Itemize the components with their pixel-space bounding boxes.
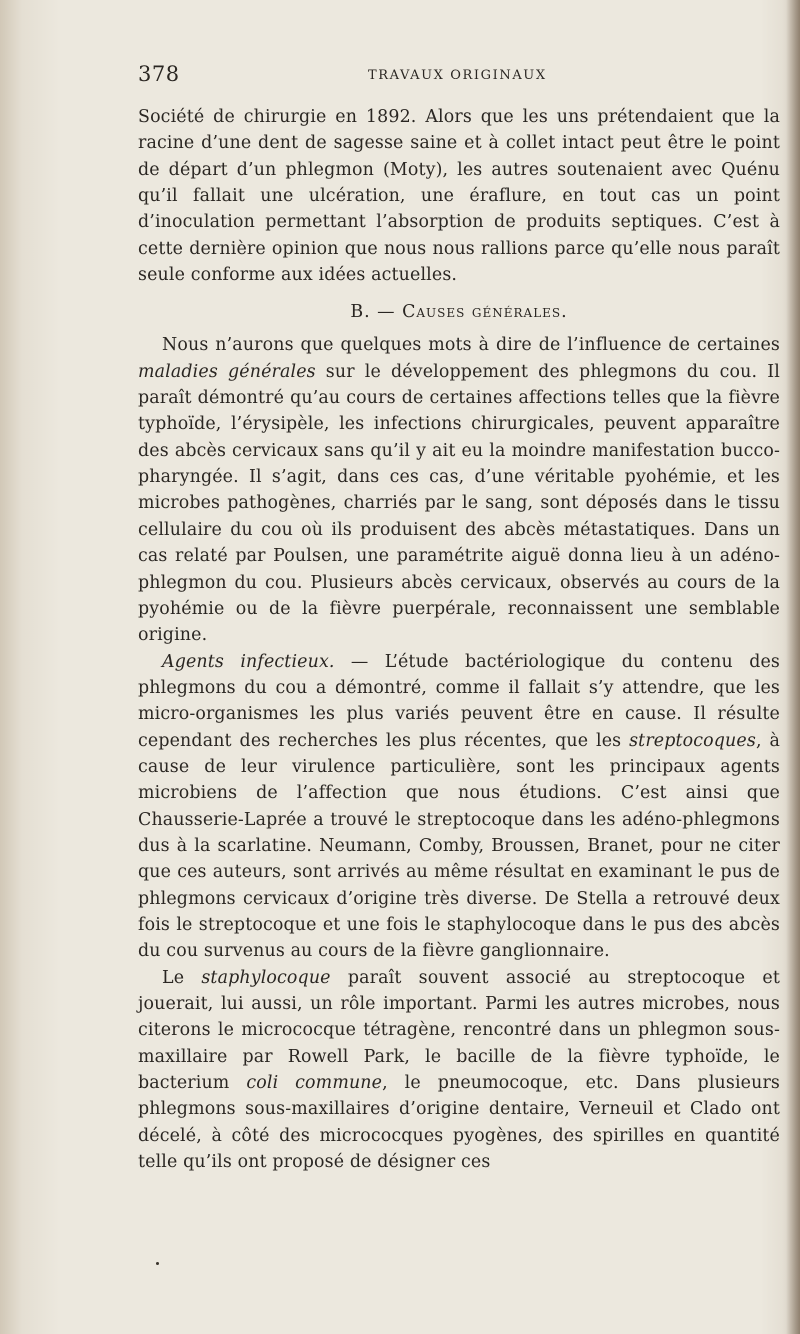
running-head: TRAVAUX ORIGINAUX <box>368 68 547 83</box>
paragraph-text: , le pneumocoque, etc. Dans plusieurs phlegmons sous-maxillaires d’origine dentaire, Verneuil et Clado ont décelé, à côté des micrococques pyogènes, des spirilles en quantité telle qu’ils ont proposé de désigner ces <box>138 1073 780 1173</box>
paragraph-staphylococcus <box>138 965 780 1176</box>
page-header <box>138 62 780 92</box>
paragraph-text: , à cause de leur virulence particulière, sont les principaux agents microbiens de l’affection que nous étudions. C’est ainsi que Chausserie-Laprée a trouvé le streptocoque dans les adéno-phlegmons dus à la scarlatine. Neumann, Comby, Broussen, Branet, pour ne citer que ces auteurs, sont arrivés au même résultat en examinant le pus de phlegmons cervicaux d’origine très diverse. De Stella a retrouvé deux fois le streptocoque et une fois le staphylocoque dans le pus des abcès du cou survenus au cours de la fièvre ganglionnaire. <box>138 730 781 962</box>
emphasis-text: staphylocoque <box>201 967 331 988</box>
page-edge-shadow <box>786 0 800 1334</box>
emphasis-text: Agents infectieux. <box>162 651 335 672</box>
page-number: 378 <box>138 62 180 86</box>
paragraph-text: — L’étude bactériologique du contenu des phlegmons du cou a démontré, comme il fallait s’y attendre, que les micro-organismes les plus variés peuvent être en cause. Il résulte cependant des recherches les plus récentes, que les <box>138 651 780 751</box>
section-heading-title: Causes générales. <box>402 302 568 323</box>
ink-speck <box>156 1262 159 1265</box>
paragraph-general-diseases <box>138 332 780 648</box>
section-heading <box>138 288 780 332</box>
paragraph-text: Le <box>162 967 202 988</box>
paragraph-text: paraît souvent associé au streptocoque et jouerait, lui aussi, un rôle important. Parmi les autres microbes, nous citerons le micrococque tétragène, rencontré dans un phlegmon sous-maxillaire par Rowell Park, le bacille de la fièvre typhoïde, le bacterium <box>138 967 780 1094</box>
emphasis-text: coli commune <box>246 1073 383 1094</box>
paragraph-continued <box>138 104 780 288</box>
paragraph-text: sur le développement des phlegmons du cou. Il paraît démontré qu’au cours de certaines affections telles que la fièvre typhoïde, l’érysipèle, les infections chirurgicales, peuvent apparaître des abcès cervicaux sans qu’il y ait eu la moindre manifestation bucco-pharyngée. Il s’agit, dans ces cas, d’une véritable pyohémie, et les microbes pathogènes, charriés par le sang, sont déposés dans le tissu cellulaire du cou où ils produisent des abcès métastatiques. Dans un cas relaté par Poulsen, une paramétrite aiguë donna lieu à un adéno-phlegmon du cou. Plusieurs abcès cervicaux, observés au cours de la pyohémie ou de la fièvre puerpérale, reconnaissent une semblable origine. <box>138 361 780 646</box>
paragraph-text: Nous n’aurons que quelques mots à dire de l’influence de certaines <box>162 335 780 356</box>
section-heading-prefix: B. — <box>350 302 403 323</box>
paragraph-infectious-agents <box>138 649 780 965</box>
paragraph-text: Société de chirurgie en 1892. Alors que les uns prétendaient que la racine d’une dent de sagesse saine et à collet intact peut être le point de départ d’un phlegmon (Moty), les autres soutenaient avec Quénu qu’il fallait une ulcération, une éraflure, en tout cas un point d’inoculation permettant l’absorption de produits septiques. C’est à cette dernière opinion que nous nous rallions parce qu’elle nous paraît seule conforme aux idées actuelles. <box>138 107 780 286</box>
emphasis-text: streptocoques <box>629 730 756 751</box>
body-text <box>138 104 780 1175</box>
emphasis-text: maladies générales <box>138 361 316 382</box>
